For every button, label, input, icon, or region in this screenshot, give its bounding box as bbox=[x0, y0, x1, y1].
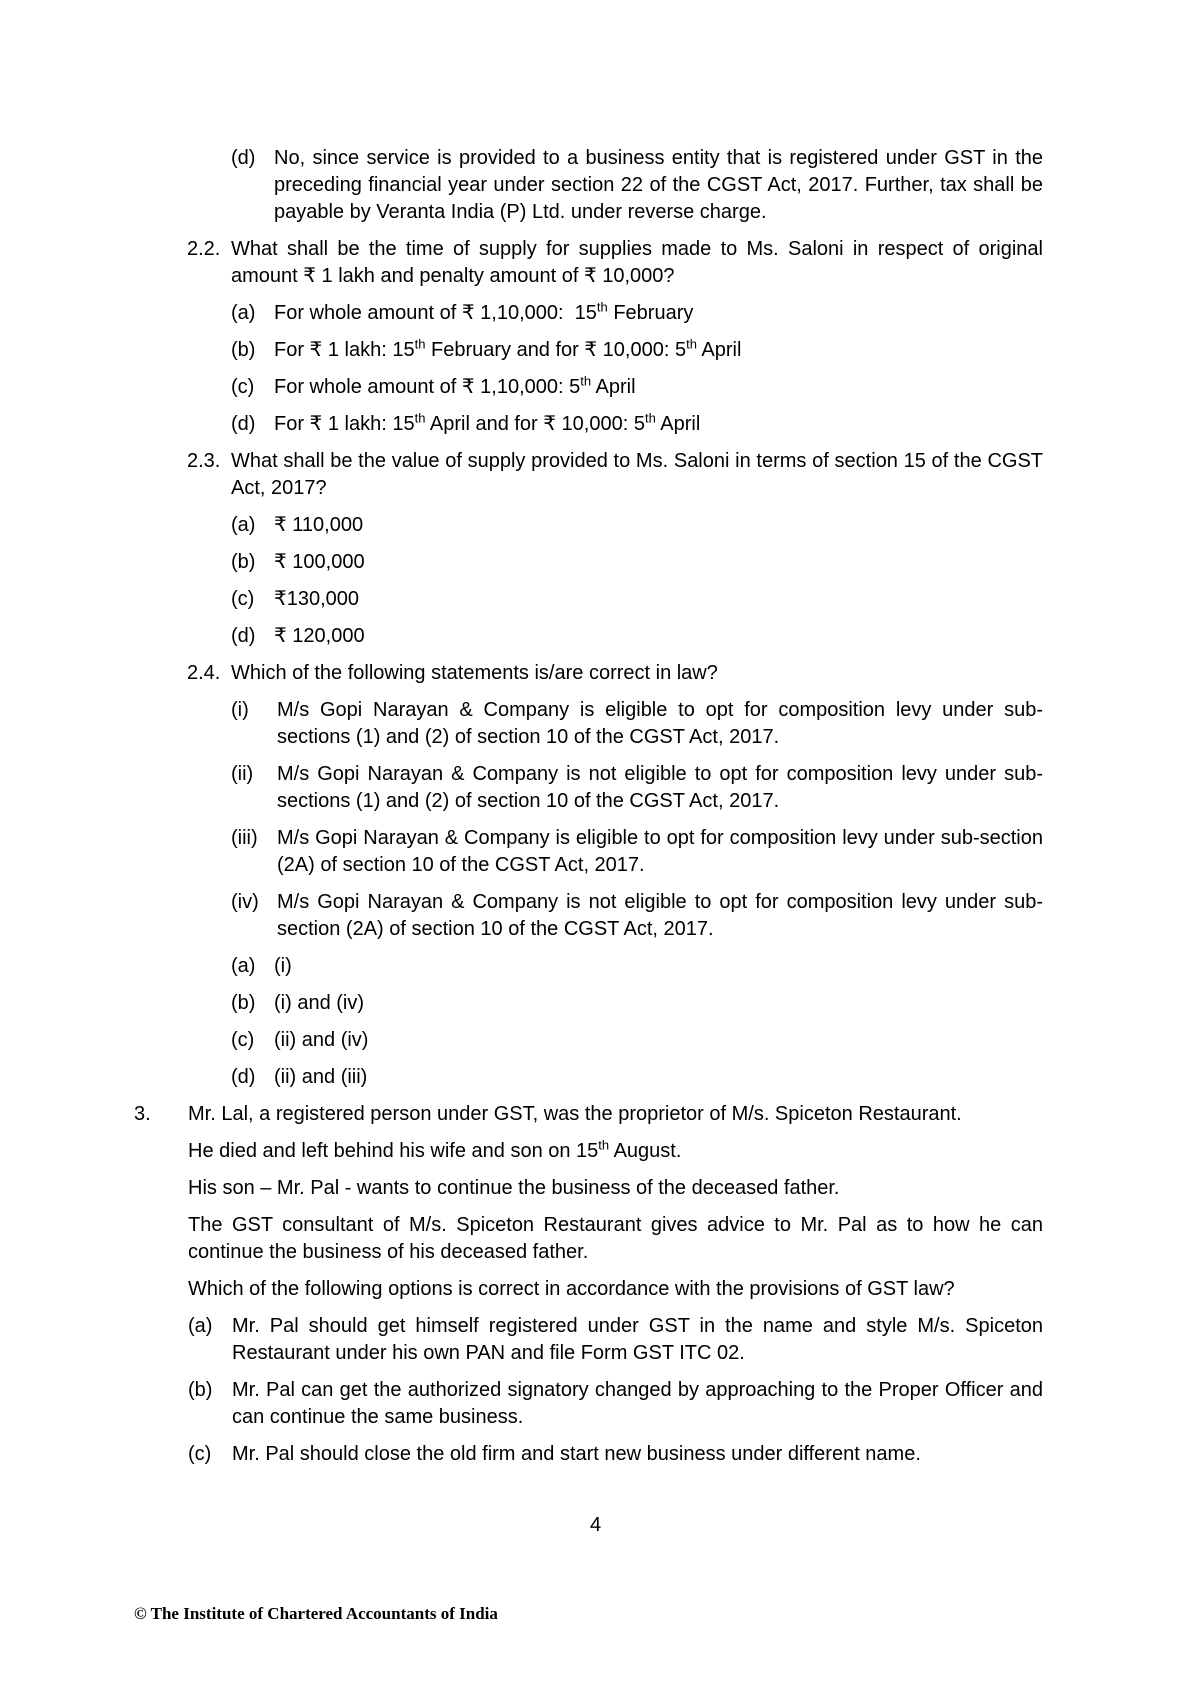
option-row bbox=[231, 1064, 1043, 1091]
option-text: (i) and (iv) bbox=[274, 992, 365, 1014]
statement-row bbox=[231, 697, 1043, 751]
option-row bbox=[231, 512, 1043, 539]
question-paragraph: He died and left behind his wife and son on 15th August. bbox=[188, 1137, 682, 1162]
question-text: Which of the following statements is/are correct in law? bbox=[231, 662, 718, 684]
option-label: (a) bbox=[231, 955, 256, 977]
question-paragraph-row bbox=[188, 1138, 1043, 1165]
option-text: For whole amount of ₹ 1,10,000: 5th April bbox=[274, 373, 636, 398]
statement-row bbox=[231, 761, 1043, 815]
option-text: ₹ 100,000 bbox=[274, 551, 365, 573]
question-paragraph: Which of the following options is correct in accordance with the provisions of GST law? bbox=[188, 1278, 955, 1300]
page-number: 4 bbox=[589, 1514, 602, 1536]
option-text: Mr. Pal should get himself registered under GST in the name and style M/s. Spiceton Restaurant under his own PAN and file Form GST ITC 02. bbox=[232, 1315, 1043, 1364]
question-number: 3. bbox=[134, 1103, 151, 1125]
option-row bbox=[231, 953, 1043, 980]
statement-label: (iii) bbox=[231, 827, 258, 849]
option-text: For ₹ 1 lakh: 15th February and for ₹ 10,000: 5th April bbox=[274, 336, 742, 361]
statement-text: M/s Gopi Narayan & Company is eligible to opt for composition levy under sub-section (2A) of section 10 of the CGST Act, 2017. bbox=[277, 827, 1043, 876]
question-paragraph-row bbox=[188, 1175, 1043, 1202]
option-label: (c) bbox=[231, 1029, 255, 1051]
option-text: ₹130,000 bbox=[274, 588, 360, 610]
option-text: (i) bbox=[274, 955, 292, 977]
option-label: (b) bbox=[231, 551, 256, 573]
option-row bbox=[188, 1313, 1043, 1367]
option-label: (d) bbox=[231, 625, 256, 647]
option-text: For ₹ 1 lakh: 15th April and for ₹ 10,000: 5th April bbox=[274, 410, 701, 435]
option-row bbox=[231, 549, 1043, 576]
option-label: (c) bbox=[188, 1443, 212, 1465]
question-number: 2.3. bbox=[187, 450, 221, 472]
question-row bbox=[187, 660, 1043, 687]
option-label: (a) bbox=[231, 302, 256, 324]
statement-text: M/s Gopi Narayan & Company is not eligible to opt for composition levy under sub-section (2A) of section 10 of the CGST Act, 2017. bbox=[277, 891, 1043, 940]
option-label: (d) bbox=[231, 147, 256, 169]
statement-label: (ii) bbox=[231, 763, 254, 785]
statement-row bbox=[231, 889, 1043, 943]
statement-text: M/s Gopi Narayan & Company is not eligible to opt for composition levy under sub-sections (1) and (2) of section 10 of the CGST Act, 2017. bbox=[277, 763, 1043, 812]
option-row bbox=[231, 337, 1043, 364]
question-paragraph: The GST consultant of M/s. Spiceton Restaurant gives advice to Mr. Pal as to how he can continue the business of his deceased father. bbox=[188, 1214, 1043, 1263]
option-text: Mr. Pal should close the old firm and start new business under different name. bbox=[232, 1443, 921, 1465]
option-label: (b) bbox=[231, 339, 256, 361]
question-row bbox=[134, 1101, 1043, 1128]
option-row bbox=[188, 1377, 1043, 1431]
question-row bbox=[187, 236, 1043, 290]
footer-copyright: © The Institute of Chartered Accountants of India bbox=[134, 1604, 498, 1623]
option-row bbox=[188, 1441, 1043, 1468]
statement-label: (iv) bbox=[231, 891, 259, 913]
question-text: What shall be the value of supply provided to Ms. Saloni in terms of section 15 of the CGST Act, 2017? bbox=[231, 450, 1043, 499]
question-paragraph-row bbox=[188, 1276, 1043, 1303]
question-paragraph: His son – Mr. Pal - wants to continue the business of the deceased father. bbox=[188, 1177, 840, 1199]
option-label: (a) bbox=[231, 514, 256, 536]
option-text: For whole amount of ₹ 1,10,000: 15th February bbox=[274, 299, 694, 324]
question-number: 2.2. bbox=[187, 238, 221, 260]
statement-row bbox=[231, 825, 1043, 879]
option-row bbox=[231, 300, 1043, 327]
option-text: No, since service is provided to a business entity that is registered under GST in the preceding financial year under section 22 of the CGST Act, 2017. Further, tax shall be payable by Veranta India (P) Ltd. under reverse charge. bbox=[274, 147, 1043, 223]
question-paragraph: Mr. Lal, a registered person under GST, was the proprietor of M/s. Spiceton Restaurant. bbox=[188, 1103, 962, 1125]
option-row bbox=[231, 990, 1043, 1017]
option-text: Mr. Pal can get the authorized signatory changed by approaching to the Proper Officer and can continue the same business. bbox=[232, 1379, 1043, 1428]
option-text: (ii) and (iii) bbox=[274, 1066, 368, 1088]
option-text: (ii) and (iv) bbox=[274, 1029, 369, 1051]
question-row bbox=[187, 448, 1043, 502]
question-paragraph-row bbox=[188, 1212, 1043, 1266]
option-label: (a) bbox=[188, 1315, 213, 1337]
option-text: ₹ 120,000 bbox=[274, 625, 365, 647]
option-row bbox=[231, 1027, 1043, 1054]
option-label: (d) bbox=[231, 1066, 256, 1088]
option-row bbox=[231, 586, 1043, 613]
question-text: What shall be the time of supply for supplies made to Ms. Saloni in respect of original amount ₹ 1 lakh and penalty amount of ₹ 10,000? bbox=[231, 238, 1043, 287]
option-text: ₹ 110,000 bbox=[274, 514, 364, 536]
statement-text: M/s Gopi Narayan & Company is eligible to opt for composition levy under sub-sections (1) and (2) of section 10 of the CGST Act, 2017. bbox=[277, 699, 1043, 748]
option-row bbox=[231, 145, 1043, 226]
question-number: 2.4. bbox=[187, 662, 221, 684]
statement-label: (i) bbox=[231, 699, 249, 721]
option-label: (b) bbox=[231, 992, 256, 1014]
option-label: (c) bbox=[231, 588, 255, 610]
option-label: (c) bbox=[231, 376, 255, 398]
option-label: (b) bbox=[188, 1379, 213, 1401]
option-row bbox=[231, 374, 1043, 401]
option-row bbox=[231, 623, 1043, 650]
option-label: (d) bbox=[231, 413, 256, 435]
option-row bbox=[231, 411, 1043, 438]
